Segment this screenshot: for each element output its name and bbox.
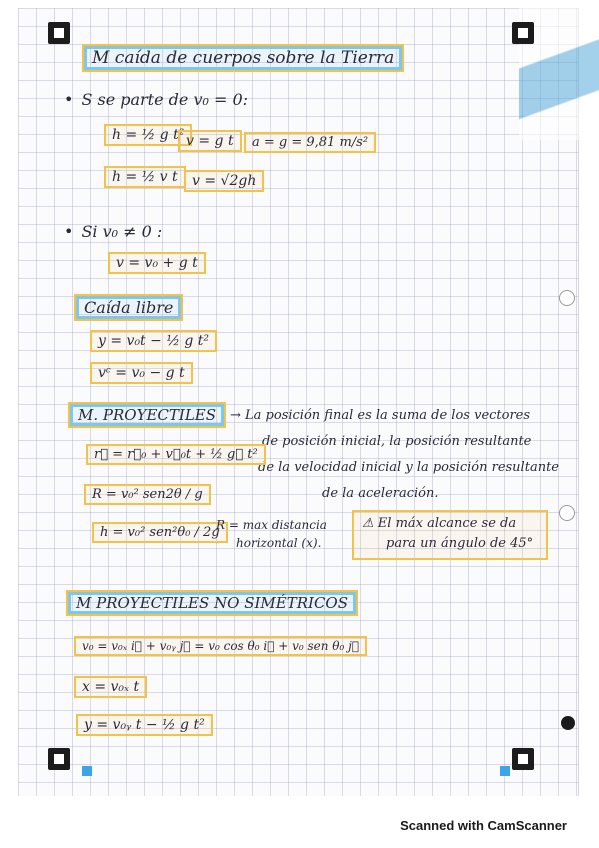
formula-x: x = v₀ₓ t	[74, 676, 147, 698]
binder-hole	[559, 505, 575, 521]
scan-corner-marker	[512, 22, 534, 44]
warning-line-2: para un ángulo de 45°	[386, 536, 534, 551]
formula-v0-components: v₀ = v₀ₓ i⃗ + v₀ᵧ j⃗ = v₀ cos θ₀ i⃗ + v₀ sen θ₀ j⃗	[74, 636, 367, 656]
formula-R-range: R = v₀² sen2θ / g	[84, 484, 211, 505]
posicion-note-line-4: de la aceleración.	[322, 486, 439, 501]
case-v0-zero: • S se parte de v₀ = 0:	[64, 90, 248, 109]
formula-h-half-vt: h = ½ v t	[104, 166, 186, 188]
formula-h-half-gt2: h = ½ g t²	[104, 124, 192, 146]
page-corner-decoration	[519, 0, 599, 140]
camscanner-footer	[0, 818, 599, 833]
formula-v-gt: v = g t	[178, 130, 242, 152]
scan-blue-marker	[500, 766, 510, 776]
formula-v-v0-gt: v = v₀ + g t	[108, 252, 206, 274]
posicion-note-line-1: → La posición final es la suma de los vectores	[230, 408, 531, 423]
formula-vc: vᶜ = v₀ − g t	[90, 362, 193, 384]
binder-hole	[559, 290, 575, 306]
formula-v-sqrt: v = √2gh	[184, 170, 264, 192]
formula-y-nonsym: y = v₀ᵧ t − ½ g t²	[76, 714, 213, 736]
scan-corner-marker	[48, 22, 70, 44]
formula-a-g: a = g = 9,81 m/s²	[244, 132, 376, 153]
case-v0-nonzero: • Si v₀ ≠ 0 :	[64, 222, 162, 241]
heading-caida-cuerpos: M caída de cuerpos sobre la Tierra	[82, 44, 404, 72]
warning-line-1: ⚠ El máx alcance se da	[362, 516, 517, 531]
scan-blue-marker	[82, 766, 92, 776]
heading-caida-libre: Caída libre	[74, 294, 183, 321]
formula-h-max: h = v₀² sen²θ₀ / 2g	[92, 522, 228, 543]
heading-proyectiles-no-simetricos: M PROYECTILES NO SIMÉTRICOS	[66, 590, 358, 616]
scan-corner-marker	[512, 748, 534, 770]
scan-corner-marker	[48, 748, 70, 770]
posicion-note-line-3: de la velocidad inicial y la posición resultante	[258, 460, 559, 475]
footer-text: Scanned with CamScanner	[400, 818, 567, 833]
posicion-note-line-2: de posición inicial, la posición resultante	[262, 434, 532, 449]
formula-y: y = v₀t − ½ g t²	[90, 330, 217, 352]
binder-hole	[561, 716, 575, 730]
range-note-line-1: R = max distancia	[216, 518, 327, 532]
range-note-line-2: horizontal (x).	[236, 536, 322, 550]
heading-proyectiles: M. PROYECTILES	[68, 402, 226, 428]
formula-r-vector: r⃗ = r⃗₀ + v⃗₀t + ½ g⃗ t²	[86, 444, 266, 465]
